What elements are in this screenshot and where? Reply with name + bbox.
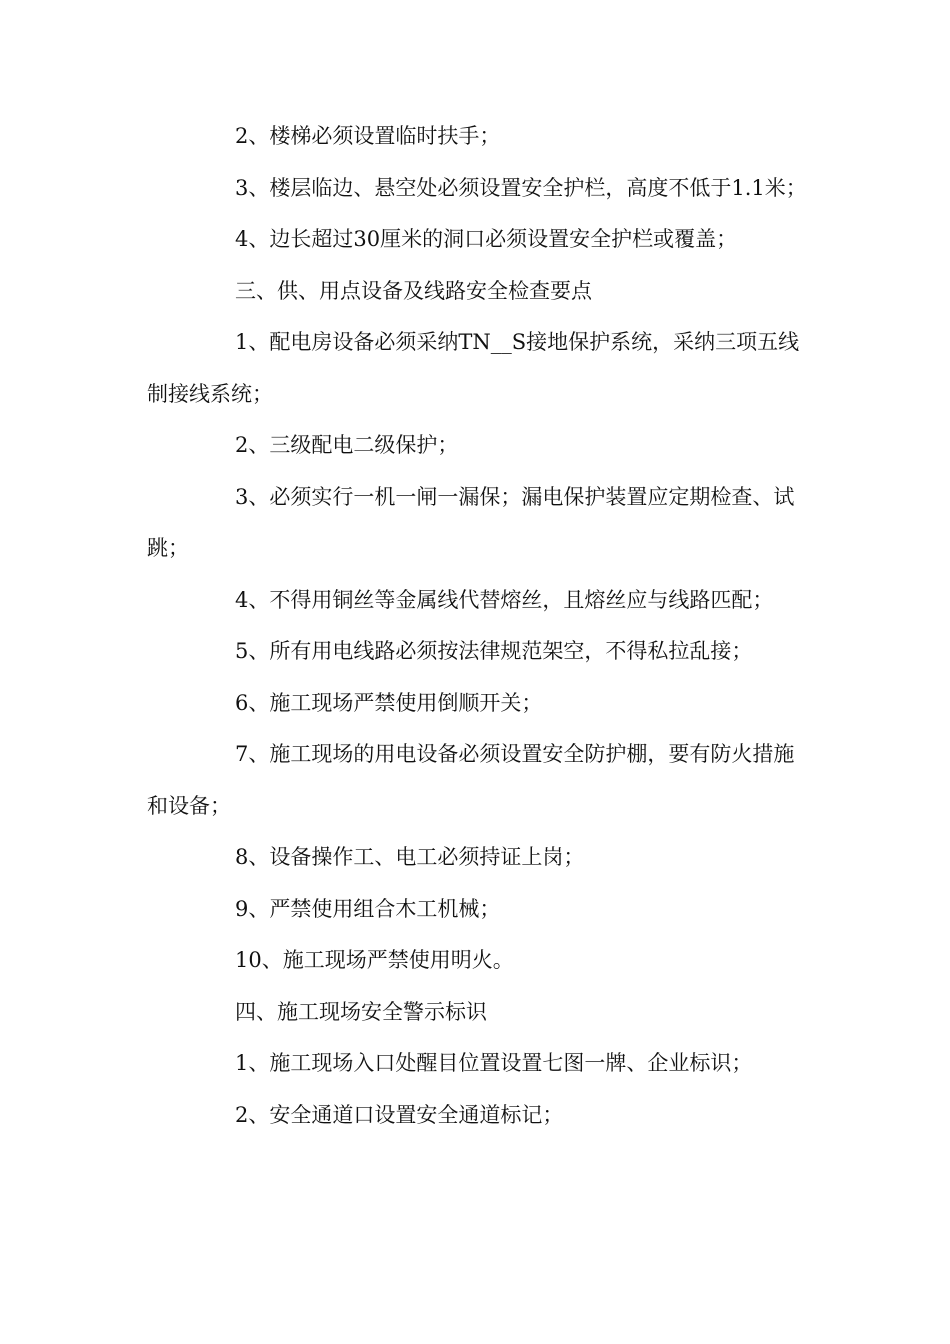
paragraph-opening-guardrail: 4、边长超过30厘米的洞口必须设置安全护栏或覆盖； — [235, 227, 738, 251]
paragraph-reversing-switch: 6、施工现场严禁使用倒顺开关； — [235, 690, 543, 715]
paragraph-floor-edge-guardrail: 3、楼层临边、悬空处必须设置安全护栏，高度不低于1.1米； — [235, 175, 807, 200]
paragraph-three-level-distribution: 2、三级配电二级保护； — [235, 433, 459, 457]
paragraph-one-machine-one-breaker: 3、必须实行一机一闸一漏保；漏电保护装置应定期检查、试跳； — [147, 484, 795, 560]
paragraph-overhead-lines: 5、所有用电线路必须按法律规范架空，不得私拉乱接； — [235, 639, 753, 663]
paragraph-combined-woodworking: 9、严禁使用组合木工机械； — [235, 896, 501, 921]
paragraph-stair-handrail: 2、楼梯必须设置临时扶手； — [235, 124, 501, 148]
paragraph-tn-s-grounding: 1、配电房设备必须采纳TN__S接地保护系统，采纳三项五线制接线系统； — [147, 330, 800, 406]
paragraph-entrance-signage: 1、施工现场入口处醒目位置设置七图一牌、企业标识； — [235, 1051, 753, 1075]
section-heading-warning-signs: 四、施工现场安全警示标识 — [235, 999, 487, 1024]
section-heading-power-safety: 三、供、用点设备及线路安全检查要点 — [235, 278, 592, 303]
paragraph-passage-marking: 2、安全通道口设置安全通道标记； — [235, 1102, 564, 1127]
document-body — [147, 111, 807, 1141]
paragraph-protective-shed: 7、施工现场的用电设备必须设置安全防护棚，要有防火措施和设备； — [147, 742, 795, 818]
paragraph-fuse-wire: 4、不得用铜丝等金属线代替熔丝，且熔丝应与线路匹配； — [235, 587, 774, 612]
paragraph-open-fire: 10、施工现场严禁使用明火。 — [235, 948, 514, 972]
paragraph-certified-operators: 8、设备操作工、电工必须持证上岗； — [235, 845, 585, 869]
